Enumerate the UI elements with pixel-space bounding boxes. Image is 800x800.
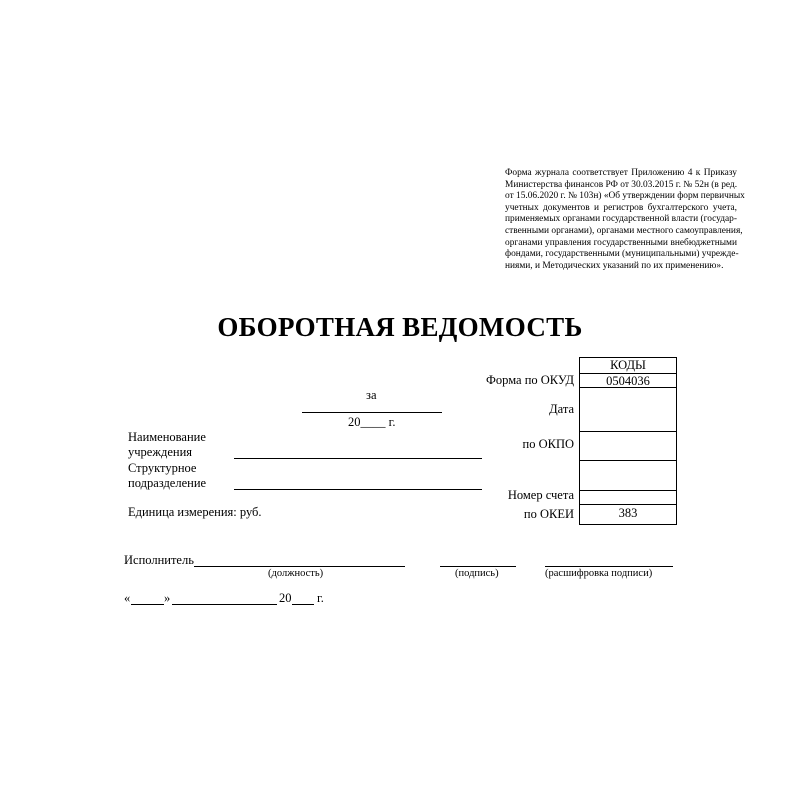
- note-line: ственными органами), органами местного самоуправления,: [505, 225, 743, 236]
- year-field[interactable]: [292, 604, 314, 605]
- document-title: ОБОРОТНАЯ ВЕДОМОСТЬ: [217, 312, 583, 342]
- subdivision-label-2: подразделение: [128, 476, 207, 490]
- date-close-quote: »: [164, 591, 171, 605]
- date-code-cell[interactable]: [580, 388, 676, 432]
- regulation-note: [505, 168, 745, 272]
- account-code-cell[interactable]: [580, 491, 676, 505]
- okud-code-cell: 0504036: [580, 374, 676, 388]
- okud-label: Форма по ОКУД: [486, 373, 574, 387]
- position-caption: (должность): [268, 568, 324, 579]
- codes-header: КОДЫ: [580, 358, 676, 374]
- month-field[interactable]: [172, 604, 277, 605]
- date-year-prefix: 20: [279, 591, 292, 605]
- subdivision-field[interactable]: [234, 489, 482, 490]
- okpo-code-cell[interactable]: [580, 432, 676, 461]
- okpo-label: по ОКПО: [522, 437, 574, 451]
- signature-decode-field[interactable]: [545, 566, 673, 567]
- note-line: учетных документов и регистров бухгалтерского учета,: [505, 202, 737, 213]
- date-label: Дата: [549, 402, 574, 416]
- note-line: органами управления государственными внебюджетными: [505, 237, 737, 248]
- note-line: применяемых органами государственной власти (государ-: [505, 214, 737, 225]
- account-label: Номер счета: [507, 488, 574, 502]
- executor-label: Исполнитель: [124, 553, 194, 567]
- date-year-suffix: г.: [317, 591, 324, 605]
- signature-field[interactable]: [440, 566, 516, 567]
- signature-decode-caption: (расшифровка подписи): [545, 568, 653, 579]
- position-field[interactable]: [194, 566, 405, 567]
- period-year-label: 20____ г.: [348, 415, 396, 429]
- unit-label: Единица измерения: руб.: [128, 505, 262, 519]
- note-line: фондами, государственными (муниципальными) учрежде-: [505, 249, 739, 260]
- note-line: Форма журнала соответствует Приложению 4 к Приказу: [505, 168, 737, 178]
- period-za-label: за: [366, 388, 377, 402]
- institution-field[interactable]: [234, 458, 482, 459]
- okei-label: по ОКЕИ: [523, 507, 574, 521]
- subdivision-label-1: Структурное: [128, 461, 197, 475]
- okei-code-cell: 383: [618, 506, 638, 520]
- extra-code-cell[interactable]: [580, 461, 676, 491]
- note-line: от 15.06.2020 г. № 103н) «Об утверждении форм первичных: [505, 191, 745, 202]
- period-line[interactable]: [302, 412, 442, 413]
- institution-label-2: учреждения: [128, 445, 193, 459]
- note-line: ниями, и Методических указаний по их применению».: [505, 260, 724, 271]
- date-open-quote: «: [124, 591, 131, 605]
- signature-caption: (подпись): [455, 568, 499, 579]
- note-line: Министерства финансов РФ от 30.03.2015 г. № 52н (в ред.: [505, 179, 738, 190]
- institution-label-1: Наименование: [128, 430, 206, 444]
- day-field[interactable]: [131, 604, 164, 605]
- codes-table: [579, 357, 677, 525]
